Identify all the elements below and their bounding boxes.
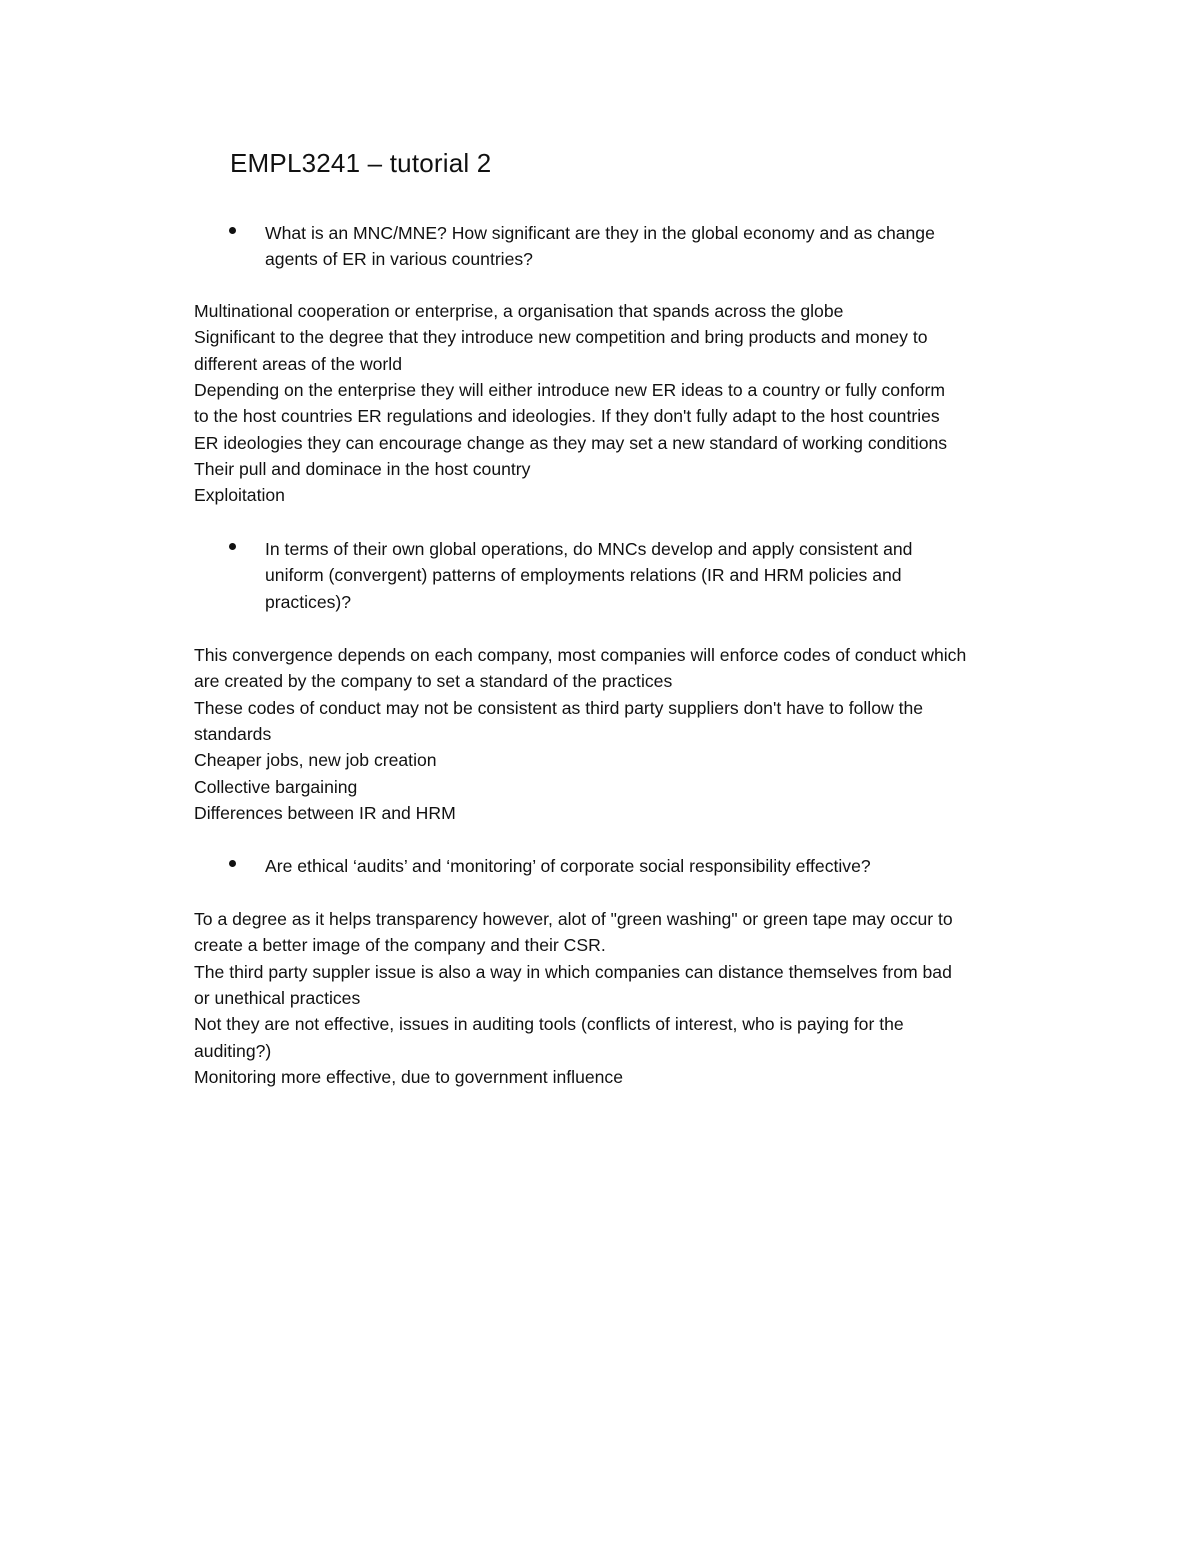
answer-line: Monitoring more effective, due to government influence [194, 1066, 624, 1087]
answer-line: Depending on the enterprise they will either introduce new ER ideas to a country or fully conform [194, 379, 946, 400]
answer-line: Not they are not effective, issues in auditing tools (conflicts of interest, who is paying for the [194, 1014, 904, 1035]
bullet-icon [229, 860, 236, 867]
answer-line: Significant to the degree that they introduce new competition and bring products and money to [194, 327, 928, 348]
answer-line: ER ideologies they can encourage change as they may set a new standard of working conditions [194, 432, 948, 453]
answer-line: These codes of conduct may not be consistent as third party suppliers don't have to follow the [194, 697, 924, 718]
question-line: practices)? [265, 591, 352, 612]
answer-line: Exploitation [194, 485, 285, 506]
answer-line: Their pull and dominace in the host country [194, 458, 531, 479]
question-line: What is an MNC/MNE? How significant are they in the global economy and as change [265, 223, 935, 243]
question-line: In terms of their own global operations, do MNCs develop and apply consistent and [265, 539, 913, 559]
answer-line: to the host countries ER regulations and ideologies. If they don't fully adapt to the host countries [194, 406, 940, 427]
answer-line: Collective bargaining [194, 776, 358, 797]
answer-line: standards [194, 723, 272, 744]
answer-line: Multinational cooperation or enterprise, a organisation that spands across the globe [194, 301, 844, 321]
answer-line: This convergence depends on each company, most companies will enforce codes of conduct which [194, 645, 967, 665]
answer-line: auditing?) [194, 1040, 272, 1061]
answer-line: different areas of the world [194, 353, 402, 374]
question-line: agents of ER in various countries? [265, 249, 533, 270]
answer-line: To a degree as it helps transparency however, alot of "green washing" or green tape may occur to [194, 909, 953, 929]
answer-line: create a better image of the company and their CSR. [194, 935, 606, 956]
answer-line: Cheaper jobs, new job creation [194, 750, 437, 771]
bullet-icon [229, 543, 236, 550]
bullet-icon [229, 227, 236, 234]
question-line: uniform (convergent) patterns of employments relations (IR and HRM policies and [265, 565, 902, 586]
answer-line: or unethical practices [194, 987, 361, 1008]
answer-line: are created by the company to set a standard of the practices [194, 671, 673, 692]
answer-line: Differences between IR and HRM [194, 802, 456, 823]
document-title: EMPL3241 – tutorial 2 [230, 148, 492, 178]
answer-line: The third party suppler issue is also a way in which companies can distance themselves from bad [194, 961, 952, 982]
question-line: Are ethical ‘audits’ and ‘monitoring’ of corporate social responsibility effective? [265, 856, 871, 876]
